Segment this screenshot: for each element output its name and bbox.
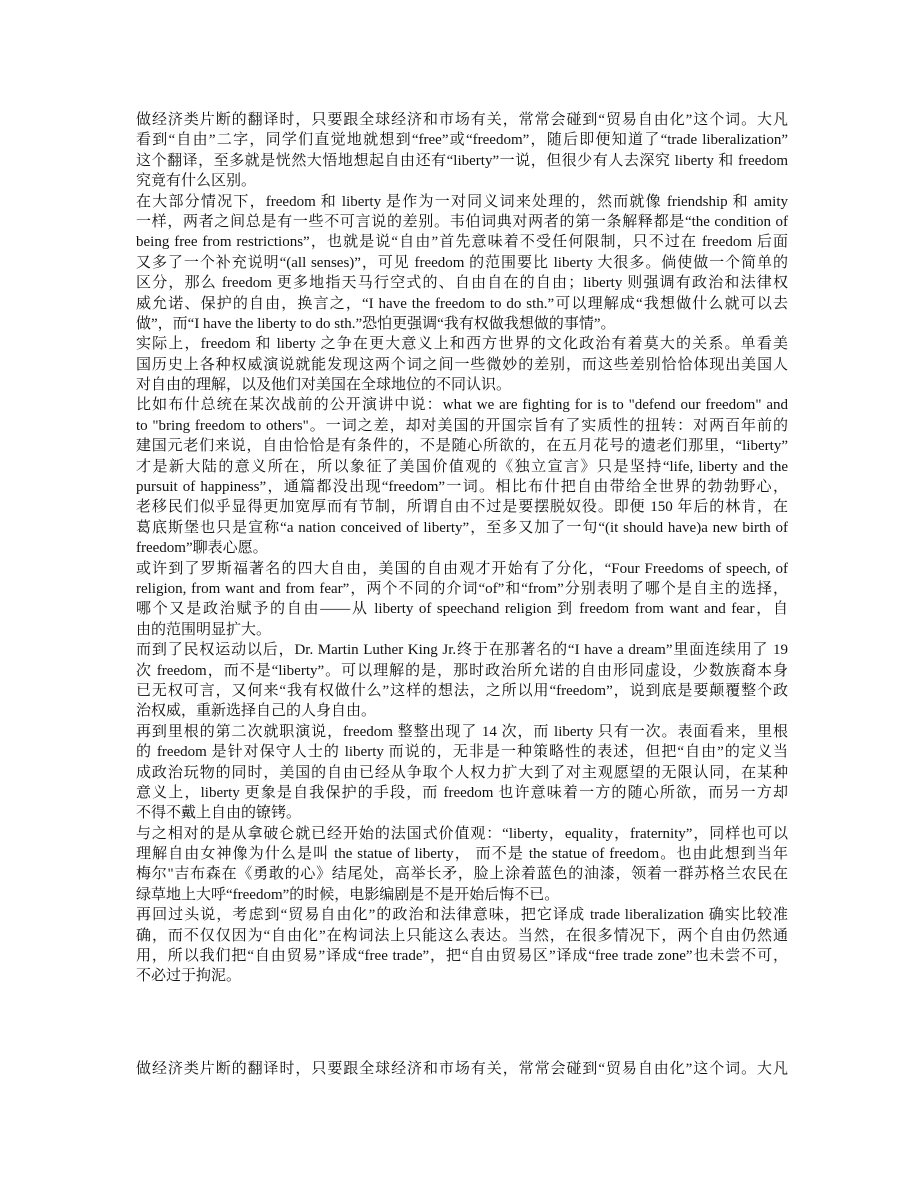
text-line: 意义上，liberty 更象是自我保护的手段，而 freedom 也许意味着一方的随心所欲，而另一方却 xyxy=(136,784,788,801)
text-line: 治权威，重新选择自己的人身自由。 xyxy=(136,703,377,720)
text-line: 不必过于拘泥。 xyxy=(136,968,242,985)
text-line: 绿草地上大呼“freedom”的时候，电影编剧是不是开始后悔不已。 xyxy=(136,886,560,903)
text-line: 建国元老们来说，自由恰恰是有条件的，不是随心所欲的，在五月花号的遗老们那里，“liberty” xyxy=(136,438,788,455)
text-line: 葛底斯堡也只是宣称“a nation conceived of liberty”，至多又加了一句“(it should have)a new birth of xyxy=(136,519,788,536)
repeated-paragraph-start xyxy=(136,1059,788,1079)
text-line: pursuit of happiness”，通篇都没出现“freedom”一词。相比布什把自由带给全世界的勃勃野心， xyxy=(136,479,788,496)
paragraph-france xyxy=(136,824,788,906)
text-line: to "bring freedom to others"。一词之差，却对美国的开国宗旨有了实质性的扭转：对两百年前的 xyxy=(136,417,788,434)
text-line: 再回过头说，考虑到“贸易自由化”的政治和法律意味，把它译成 trade liberalization 确实比较准 xyxy=(136,907,788,924)
text-line: 已无权可言，又何来“我有权做什么”这样的想法，之所以用“freedom”，说到底是要颠覆整个政 xyxy=(136,682,788,699)
text-line: 不得不戴上自由的镣铐。 xyxy=(136,805,302,822)
paragraph-definitions xyxy=(136,192,788,335)
text-line: 老移民们似乎显得更加宽厚而有节制，所谓自由不过是要摆脱奴役。即便 150 年后的林肯，在 xyxy=(136,499,788,516)
paragraph-reagan xyxy=(136,722,788,824)
text-line: 才是新大陆的意义所在，所以象征了美国价值观的《独立宣言》只是坚持“life, liberty and the xyxy=(136,458,788,475)
text-line: 与之相对的是从拿破仑就已经开始的法国式价值观：“liberty，equality，fraternity”，同样也可以 xyxy=(136,825,788,842)
text-line: 理解自由女神像为什么是叫 the statue of liberty， 而不是 the statue of freedom。也由此想到当年 xyxy=(136,846,788,863)
text-line: 再到里根的第二次就职演说，freedom 整整出现了 14 次，而 liberty 只有一次。表面看来，里根 xyxy=(136,723,788,740)
document-body xyxy=(136,110,788,987)
paragraph-bush xyxy=(136,395,788,558)
text-line: 在大部分情况下，freedom 和 liberty 是作为一对同义词来处理的，然而就像 friendship 和 amity xyxy=(136,193,788,210)
paragraph-conclusion xyxy=(136,905,788,987)
text-line: 做经济类片断的翻译时，只要跟全球经济和市场有关，常常会碰到“贸易自由化”这个词。大凡 xyxy=(136,112,788,128)
paragraph-roosevelt xyxy=(136,559,788,641)
text-line: 对自由的理解，以及他们对美国在全球地位的不同认识。 xyxy=(136,377,512,394)
text-line: 用，所以我们把“自由贸易”译成“free trade”，把“自由贸易区”译成“free trade zone”也未尝不可， xyxy=(136,948,788,965)
text-line: 国历史上各种权威演说就能发现这两个词之间一些微妙的差别，而这些差别恰恰体现出美国人 xyxy=(136,356,788,373)
text-line: 做”，而“I have the liberty to do sth.”恐怕更强调“我有权做我想做的事情”。 xyxy=(136,315,616,332)
text-line: 成政治玩物的同时，美国的自由已经从争取个人权力扩大到了对主观愿望的无限认同，在某种 xyxy=(136,764,788,781)
text-line: religion, from want and from fear”，两个不同的介词“of”和“from”分别表明了哪个是自主的选择， xyxy=(136,580,788,597)
text-line: 梅尔"吉布森在《勇敢的心》结尾处，高举长矛，脸上涂着蓝色的油漆，领着一群苏格兰农民在 xyxy=(136,866,788,883)
text-line: 做经济类片断的翻译时，只要跟全球经济和市场有关，常常会碰到“贸易自由化”这个词。大凡 xyxy=(136,1061,788,1077)
paragraph-mlk xyxy=(136,640,788,722)
text-line: 哪个又是政治赋予的自由——从 liberty of speechand religion 到 freedom from want and fear，自 xyxy=(136,601,788,618)
text-line: 威允诺、保护的自由，换言之，“I have the freedom to do sth.”可以理解成“我想做什么就可以去 xyxy=(136,295,788,312)
paragraph-intro xyxy=(136,110,788,192)
text-line: 这个翻译，至多就是恍然大悟地想起自由还有“liberty”一说，但很少有人去深究 liberty 和 freedom xyxy=(136,152,788,169)
text-line: freedom”聊表心愿。 xyxy=(136,540,268,557)
text-line: 由的范围明显扩大。 xyxy=(136,621,272,638)
text-line: 的 freedom 是针对保守人士的 liberty 而说的，无非是一种策略性的表述，但把“自由”的定义当 xyxy=(136,744,788,761)
text-line: 一样，两者之间总是有一些不可言说的差别。韦伯词典对两者的第一条解释都是“the condition of xyxy=(136,213,788,230)
text-line: 区分，那么 freedom 更多地指天马行空式的、自由自在的自由；liberty 则强调有政治和法律权 xyxy=(136,275,788,292)
text-line: 又多了一个补充说明“(all senses)”，可见 freedom 的范围要比 liberty 大很多。倘使做一个简单的 xyxy=(136,254,788,271)
text-line: 看到“自由”二字，同学们直觉地就想到“free”或“freedom”，随后即便知道了“trade liberalization” xyxy=(136,132,788,149)
text-line: 或许到了罗斯福著名的四大自由，美国的自由观才开始有了分化，“Four Freedoms of speech, of xyxy=(136,560,788,577)
text-line: 实际上，freedom 和 liberty 之争在更大意义上和西方世界的文化政治有着莫大的关系。单看美 xyxy=(136,336,788,353)
paragraph-politics xyxy=(136,334,788,395)
text-line: 确，而不仅仅因为“自由化”在构词法上只能这么表达。当然，在很多情况下，两个自由仍然通 xyxy=(136,927,788,944)
text-line: 而到了民权运动以后，Dr. Martin Luther King Jr.终于在那著名的“I have a dream”里面连续用了 19 xyxy=(136,642,788,659)
text-line: 究竟有什么区别。 xyxy=(136,173,257,190)
text-line: 次 freedom，而不是“liberty”。可以理解的是，那时政治所允诺的自由形同虚设，少数族裔本身 xyxy=(136,662,788,679)
text-line: 比如布什总统在某次战前的公开演讲中说：what we are fighting for is to "defend our freedom" and xyxy=(136,397,788,414)
text-line: being free from restrictions”，也就是说“自由”首先意味着不受任何限制，只不过在 freedom 后面 xyxy=(136,234,788,251)
